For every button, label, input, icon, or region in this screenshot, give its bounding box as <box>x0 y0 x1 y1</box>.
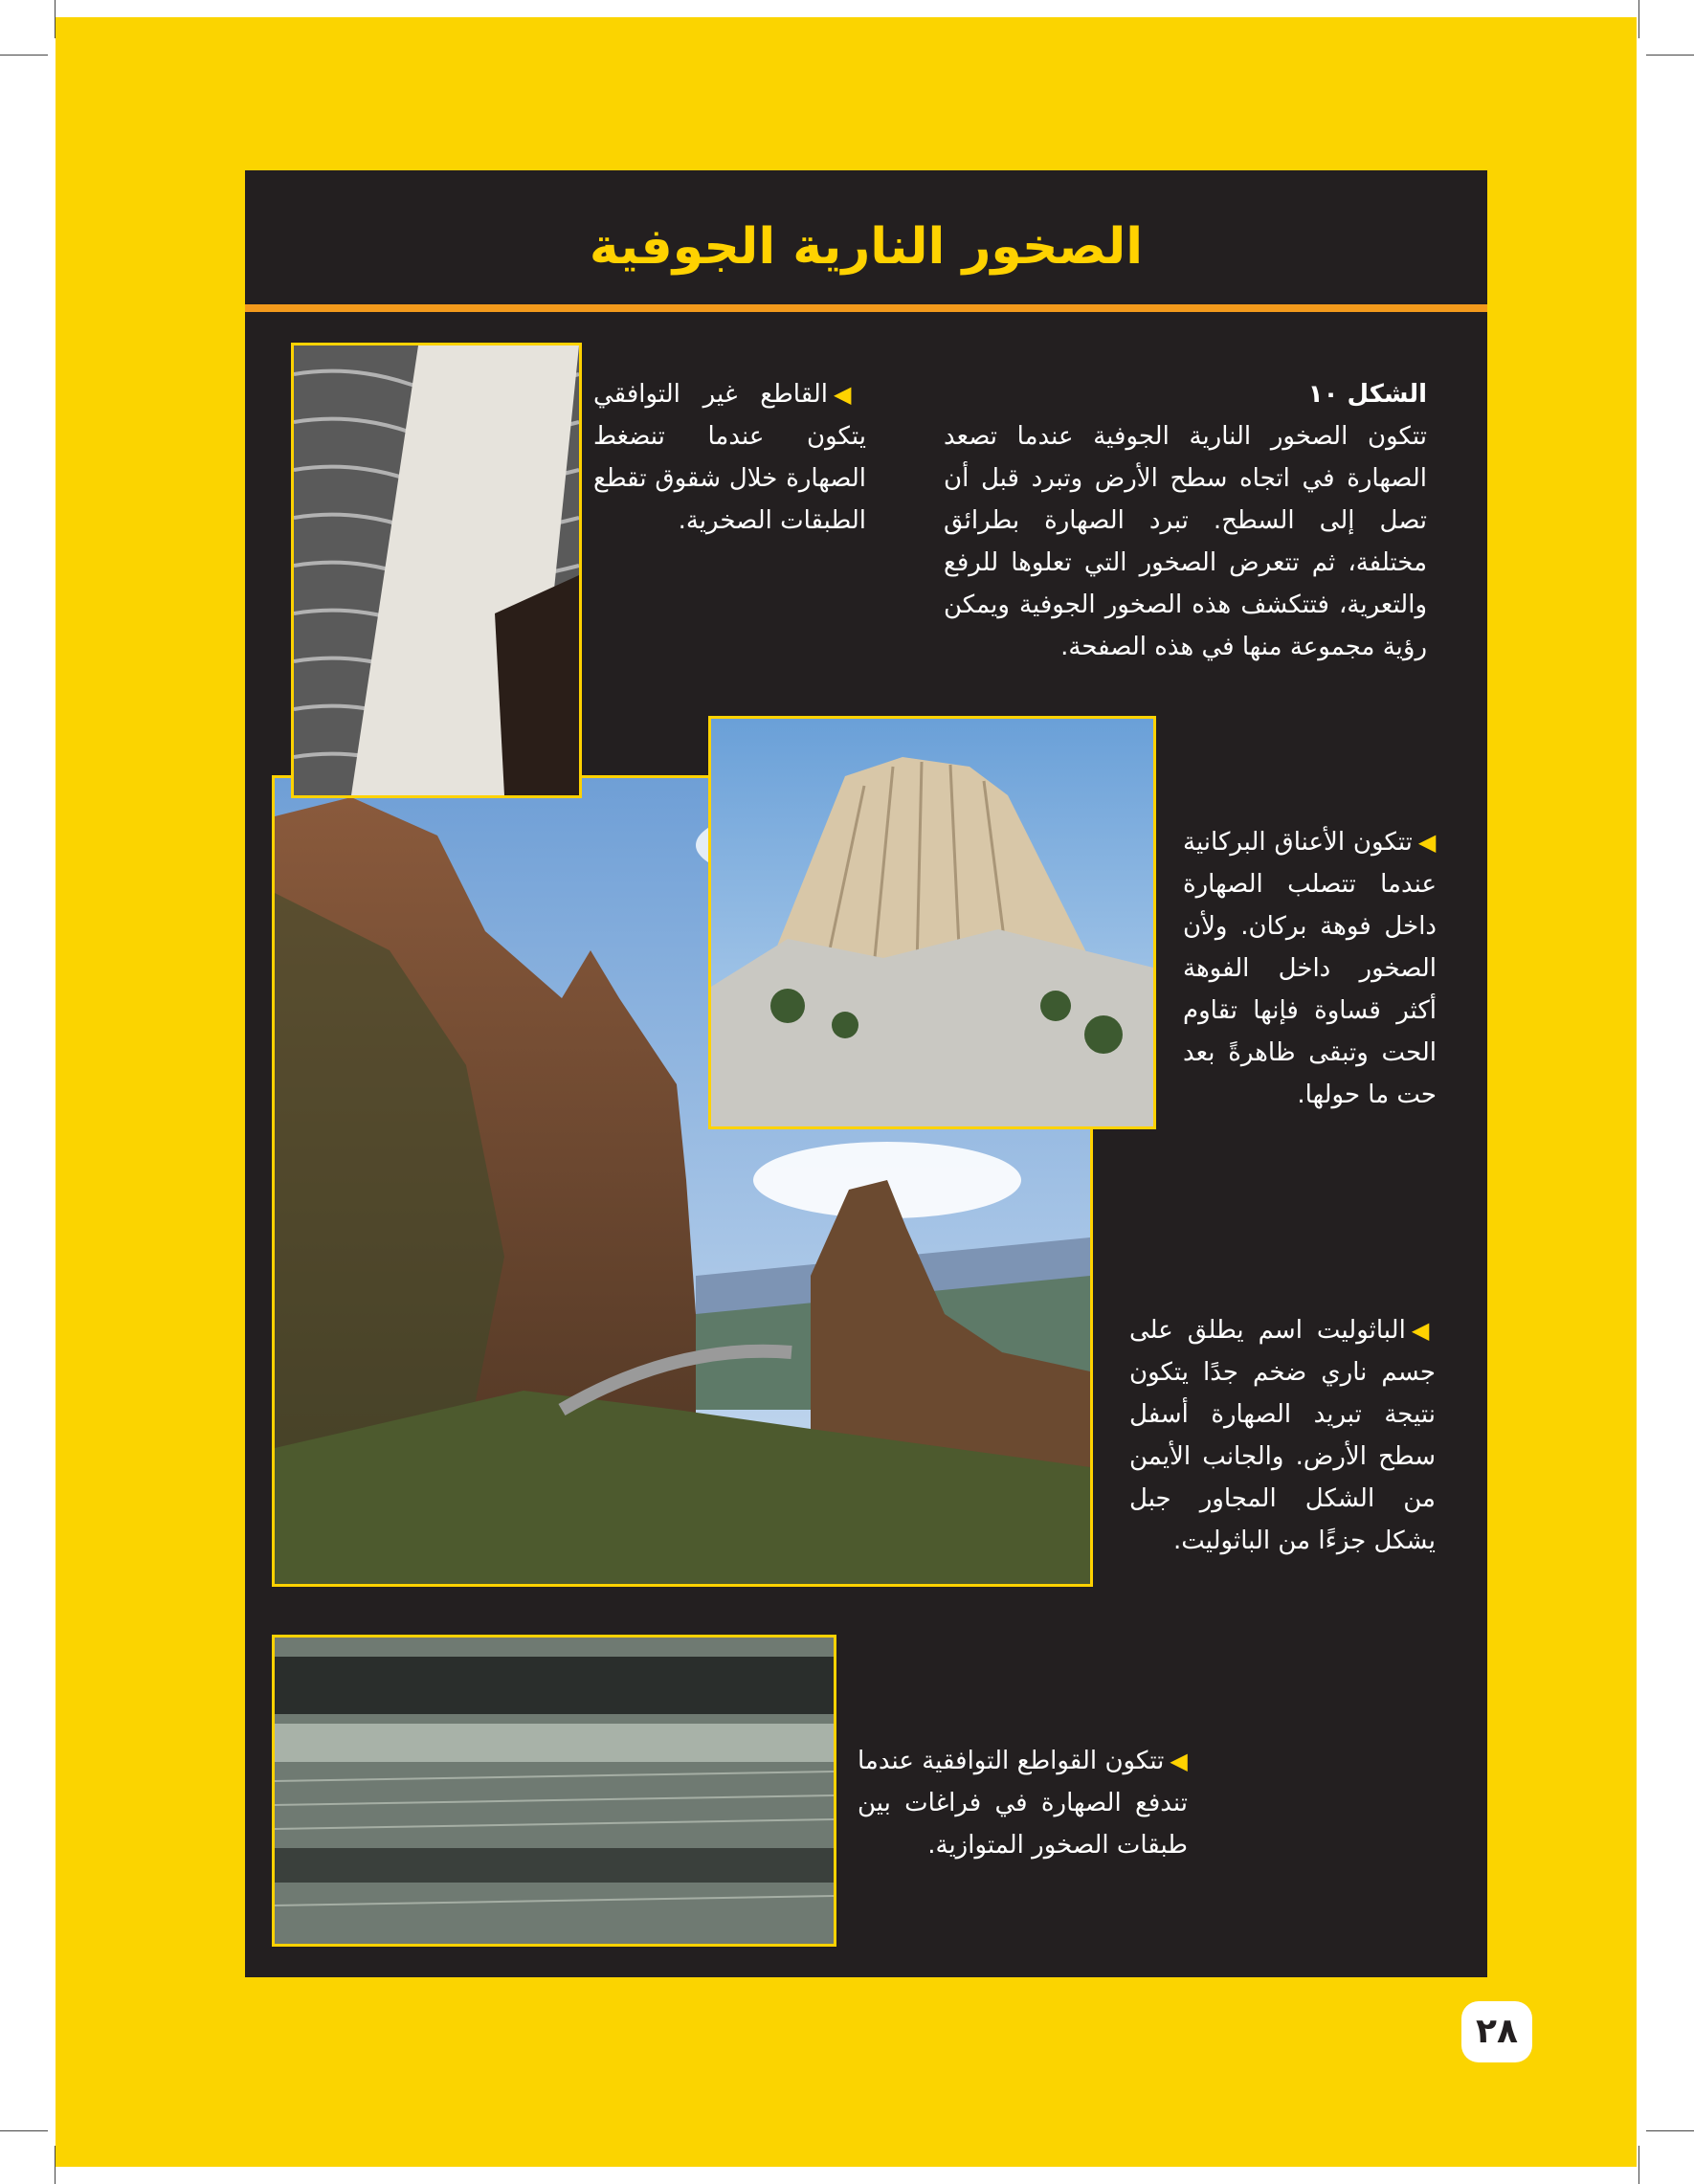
caption-arrow-icon: ◀ <box>1417 829 1437 856</box>
sill-caption-text: تتكون القواطع التوافقية عندما تندفع الصهارة في فراغات بين طبقات الصخور المتوازية. <box>858 1747 1188 1860</box>
dike-caption-text: القاطع غير التوافقي يتكون عندما تنضغط الصهارة خلال شقوق تقطع الطبقات الصخرية. <box>593 380 866 535</box>
title-bar <box>245 170 1487 312</box>
intro-text: تتكون الصخور النارية الجوفية عندما تصعد الصهارة في اتجاه سطح الأرض وتبرد قبل أن تصل إلى السطح. تبرد الصهارة بطرائق مختلفة، ثم تتعرض الصخور التي تعلوها للرفع والتعرية، فتتكشف هذه الصخور الجوفية ويمكن رؤية مجموعة منها في هذه الصفحة. <box>944 422 1427 661</box>
intro-block <box>944 373 1427 668</box>
neck-caption-text: تتكون الأعناق البركانية عندما تتصلب الصهارة داخل فوهة بركان. ولأن الصخور داخل الفوهة أكثر قساوة فإنها تقاوم الحت وتبقى ظاهرةً بعد حت ما حولها. <box>1183 828 1437 1109</box>
caption-arrow-icon: ◀ <box>1170 1748 1188 1774</box>
batholith-caption-text: الباثوليت اسم يطلق على جسم ناري ضخم جدًا يتكون نتيجة تبريد الصهارة أسفل سطح الأرض. والجانب الأيمن من الشكل المجاور جبل يشكل جزءًا من الباثوليت. <box>1129 1316 1436 1555</box>
sill-image <box>275 1638 834 1944</box>
volcanic-neck-photo <box>708 716 1156 1129</box>
caption-arrow-icon: ◀ <box>1411 1317 1436 1344</box>
page-title: الصخور النارية الجوفية <box>589 218 1144 276</box>
crop-mark <box>55 2146 56 2184</box>
crop-mark <box>1638 0 1639 38</box>
sill-photo <box>272 1635 836 1947</box>
crop-mark <box>1646 55 1694 56</box>
dike-photo <box>291 343 582 798</box>
figure-label: الشكل ١٠ <box>1307 380 1427 409</box>
page-number: ٢٨ <box>1461 2001 1532 2062</box>
sill-caption <box>858 1740 1188 1866</box>
caption-arrow-icon: ◀ <box>834 381 866 408</box>
crop-mark <box>0 55 48 56</box>
crop-mark <box>1646 2130 1694 2131</box>
crop-mark <box>1638 2146 1639 2184</box>
batholith-caption <box>1129 1309 1436 1562</box>
dike-caption <box>593 373 866 542</box>
dike-image <box>294 345 579 795</box>
crop-mark <box>55 0 56 38</box>
neck-caption <box>1183 821 1437 1116</box>
volcanic-neck-image <box>711 719 1153 1126</box>
crop-mark <box>0 2130 48 2131</box>
